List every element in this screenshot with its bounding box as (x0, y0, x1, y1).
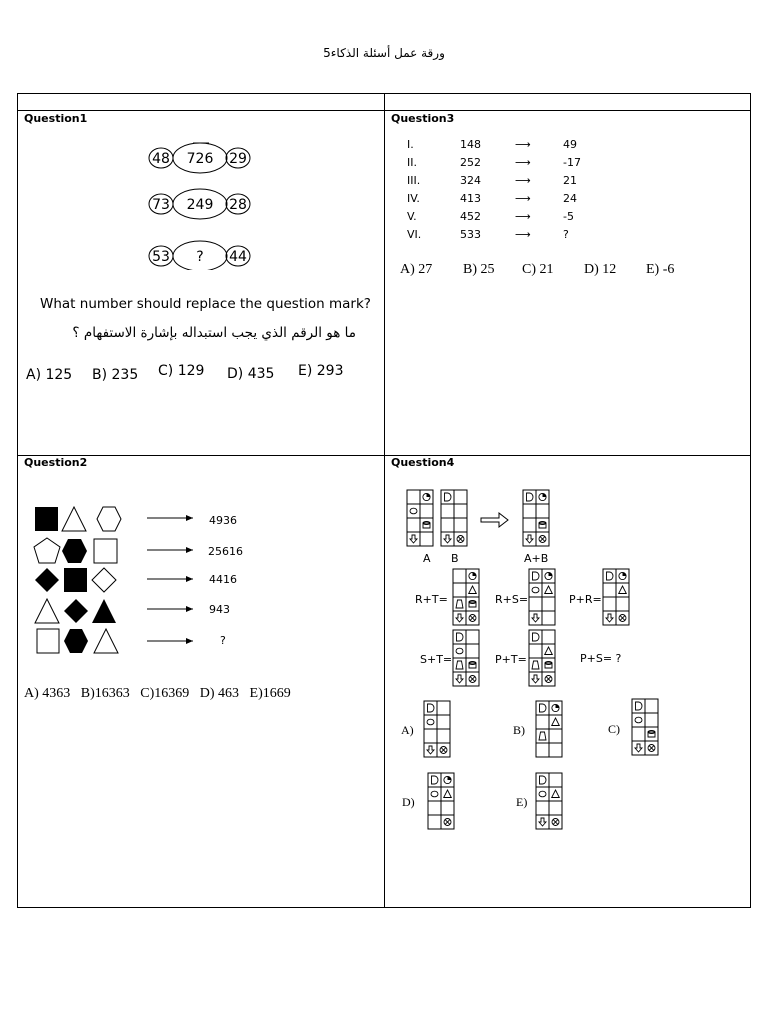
q2-shapes-figure (30, 503, 130, 659)
q1-r2-right: 28 (229, 197, 247, 213)
filled-hexagon-icon (64, 629, 88, 653)
option-b-grid (536, 701, 562, 757)
q4-label-a: A (423, 552, 431, 565)
question3-label: Question3 (391, 112, 455, 125)
q1-prompt-english: What number should replace the question mark? (40, 296, 371, 312)
q4-eq-st: S+T= (420, 653, 453, 666)
q1-row-1 (149, 143, 250, 173)
pentagon-icon (34, 538, 60, 563)
filled-diamond-icon (35, 568, 59, 592)
q4-eq-rs: R+S= (495, 593, 529, 606)
question2-label: Question2 (24, 456, 88, 469)
square-icon (94, 539, 117, 563)
q1-r2-mid: 249 (186, 197, 214, 213)
grid-r-plus-s (529, 569, 555, 625)
q3-option-b[interactable]: B) 25 (463, 262, 495, 277)
q2-value-3: 4416 (209, 573, 237, 586)
q1-option-a[interactable]: A) 125 (26, 367, 73, 383)
q4-option-c[interactable]: C) (608, 722, 620, 736)
q4-option-e[interactable]: E) (516, 795, 528, 809)
triangle-icon (94, 629, 118, 653)
grid-r-plus-t (453, 569, 479, 625)
q2-value-4: 943 (209, 603, 230, 616)
hollow-right-arrow-icon (481, 513, 508, 527)
q1-r3-mid: ? (196, 249, 204, 265)
q2-value-5: ? (220, 634, 226, 647)
column-divider (384, 94, 385, 907)
q2-options[interactable]: A) 4363 B)16363 C)16369 D) 463 E)1669 (24, 686, 291, 701)
filled-hexagon-icon (62, 539, 87, 563)
q1-prompt-arabic: ما هو الرقم الذي يجب استبداله بإشارة الاستفهام ؟ (72, 325, 356, 341)
q1-option-e[interactable]: E) 293 (298, 363, 344, 379)
option-d-grid (428, 773, 454, 829)
q1-option-d[interactable]: D) 435 (227, 366, 275, 382)
grid-s-plus-t (453, 630, 479, 686)
q1-r2-left: 73 (152, 197, 170, 213)
q3-option-a[interactable]: A) 27 (400, 262, 433, 277)
row-divider (18, 455, 750, 456)
q1-row-3 (149, 241, 250, 270)
q4-eq-ps: P+S= ? (580, 652, 622, 665)
triangle-icon (62, 507, 86, 531)
q4-label-ab: A+B (524, 552, 549, 565)
q1-r1-left: 48 (152, 151, 170, 167)
grid-p-plus-r (603, 569, 629, 625)
question1-label: Question1 (24, 112, 88, 125)
header-row-divider (18, 110, 750, 111)
filled-triangle-icon (92, 599, 116, 623)
q3-sequence-table (407, 136, 607, 244)
q1-option-c[interactable]: C) 129 (158, 363, 205, 379)
q1-ovals-figure (140, 140, 260, 270)
q3-option-e[interactable]: E) -6 (646, 262, 675, 277)
q4-eq-rt: R+T= (415, 593, 448, 606)
q3-row: V. 452 ⟶ -5 (407, 210, 574, 223)
q4-option-b[interactable]: B) (513, 723, 525, 737)
question4-label: Question4 (391, 456, 455, 469)
q2-value-2: 25616 (208, 545, 243, 558)
q3-option-c[interactable]: C) 21 (522, 262, 554, 277)
q1-option-b[interactable]: B) 235 (92, 367, 139, 383)
grid-a (407, 490, 433, 546)
option-e-grid (536, 773, 562, 829)
q3-options (400, 262, 700, 282)
q1-r3-left: 53 (152, 249, 170, 265)
diamond-icon (92, 568, 116, 592)
q2-arrows (145, 510, 197, 650)
option-c-grid (632, 699, 658, 755)
page-title: ورقة عمل أسئلة الذكاء5 (323, 46, 445, 60)
q3-option-d[interactable]: D) 12 (584, 262, 617, 277)
filled-square-icon (64, 568, 87, 592)
q3-row: VI. 533 ⟶ ? (407, 228, 569, 241)
q3-row: IV. 413 ⟶ 24 (407, 192, 577, 205)
hexagon-icon (97, 507, 121, 531)
q3-row: III. 324 ⟶ 21 (407, 174, 577, 187)
q4-option-d[interactable]: D) (402, 795, 415, 809)
q1-r1-right: 29 (229, 151, 247, 167)
q4-label-b: B (451, 552, 459, 565)
q4-eq-pt: P+T= (495, 653, 527, 666)
filled-square-icon (35, 507, 58, 531)
q3-row: II. 252 ⟶ -17 (407, 156, 581, 169)
q2-value-1: 4936 (209, 514, 237, 527)
grid-b (441, 490, 467, 546)
square-icon (37, 629, 59, 653)
q4-option-a[interactable]: A) (401, 723, 414, 737)
q4-eq-pr: P+R= (569, 593, 602, 606)
grid-p-plus-t (529, 630, 555, 686)
q3-row: I. 148 ⟶ 49 (407, 138, 577, 151)
q1-row-2 (149, 189, 250, 219)
triangle-icon (35, 599, 59, 623)
filled-diamond-icon (64, 599, 88, 623)
option-a-grid (424, 701, 450, 757)
q1-r1-mid: 726 (186, 151, 214, 167)
grid-a-plus-b (523, 490, 549, 546)
q1-r3-right: 44 (229, 249, 247, 265)
